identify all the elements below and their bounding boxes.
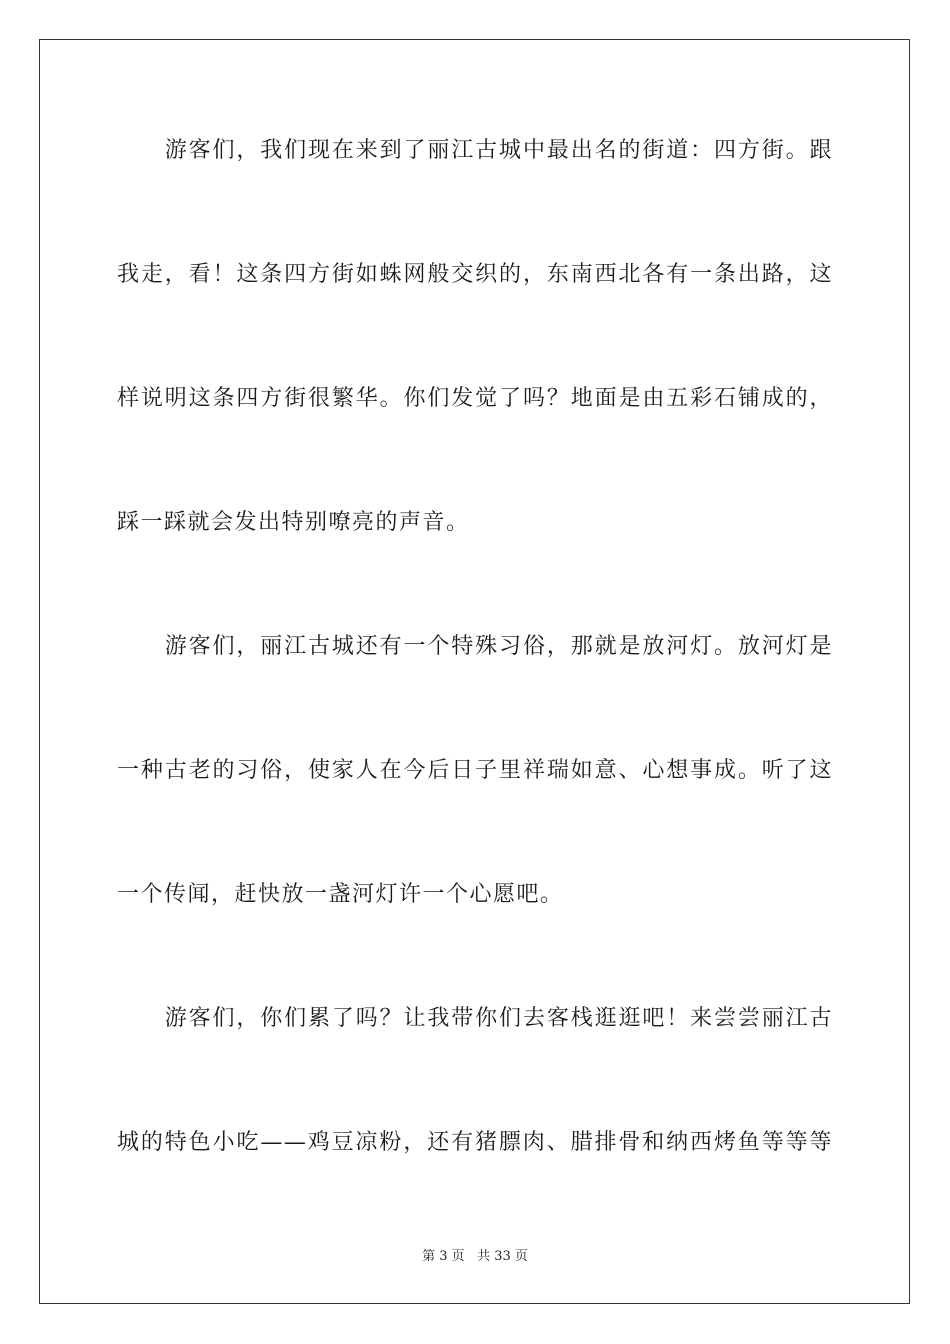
paragraph-1-line-1: 游客们，我们现在来到了丽江古城中最出名的街道：四方街。跟: [117, 138, 833, 163]
paragraph-3-line-2: 城的特色小吃——鸡豆凉粉，还有猪膘肉、腊排骨和纳西烤鱼等等等: [117, 1130, 833, 1155]
paragraph-2-line-2: 一种古老的习俗，使家人在今后日子里祥瑞如意、心想事成。听了这: [117, 758, 833, 783]
paragraph-2-line-1: 游客们，丽江古城还有一个特殊习俗，那就是放河灯。放河灯是: [117, 634, 833, 659]
paragraph-3-line-1: 游客们，你们累了吗？让我带你们去客栈逛逛吧！来尝尝丽江古: [117, 1006, 833, 1031]
paragraph-1-line-4: 踩一踩就会发出特别嘹亮的声音。: [117, 510, 470, 535]
paragraph-1-line-2: 我走，看！这条四方街如蛛网般交织的，东南西北各有一条出路，这: [117, 262, 833, 287]
page-footer: [0, 1248, 950, 1266]
page-border: [39, 39, 910, 1304]
total-pages: 共 33 页: [477, 1249, 528, 1264]
page-number: 第 3 页: [422, 1249, 465, 1264]
paragraph-2-line-3: 一个传闻，赶快放一盏河灯许一个心愿吧。: [117, 882, 564, 907]
paragraph-1-line-3: 样说明这条四方街很繁华。你们发觉了吗？地面是由五彩石铺成的，: [117, 386, 833, 411]
